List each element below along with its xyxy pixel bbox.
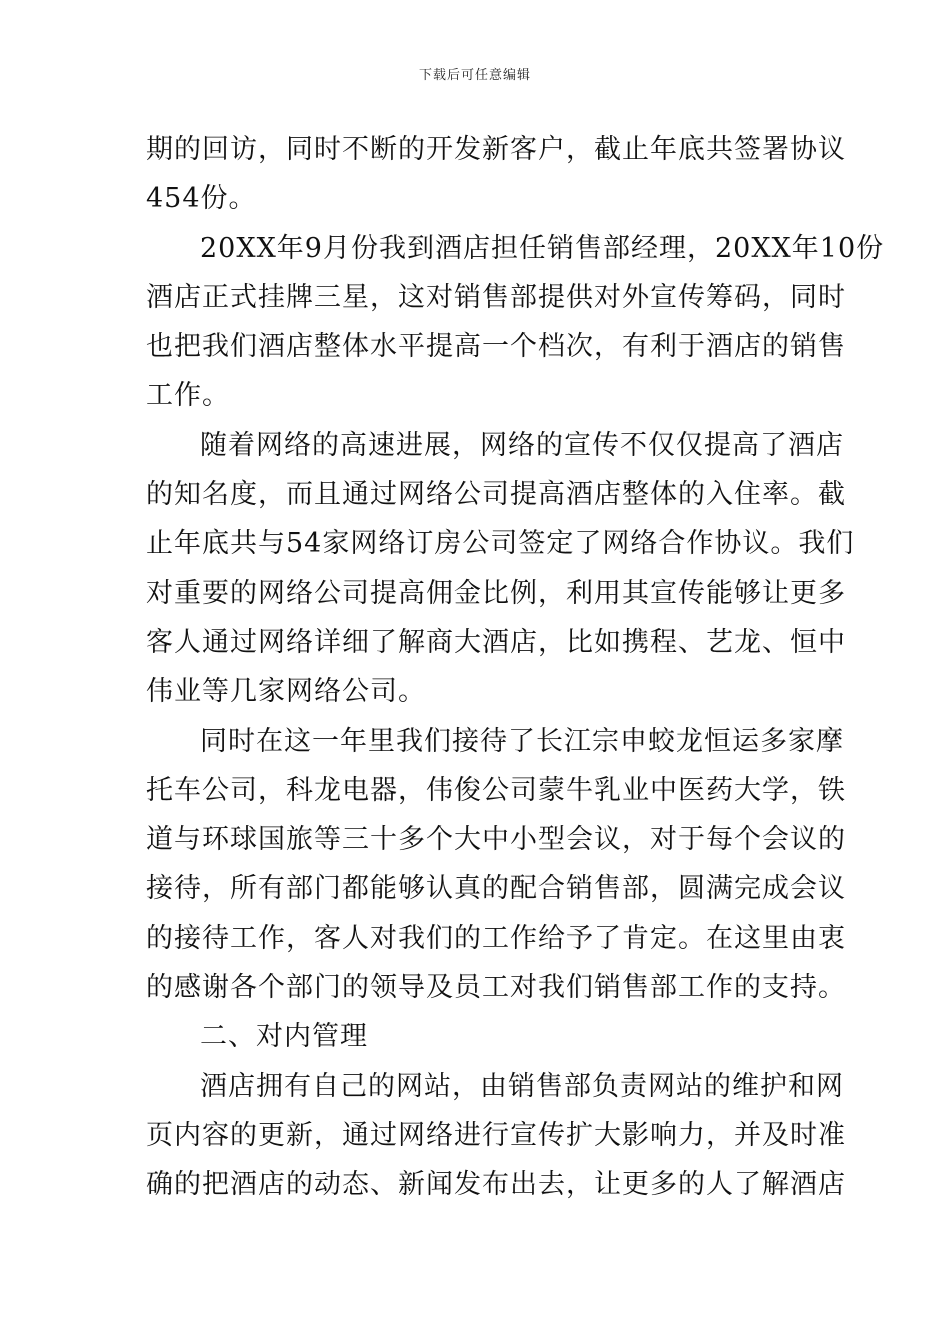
text-line: 酒店正式挂牌三星，这对销售部提供对外宣传筹码，同时 bbox=[146, 281, 846, 313]
text-line: 页内容的更新，通过网络进行宣传扩大影响力，并及时准 bbox=[146, 1119, 846, 1151]
text-line: 的知名度，而且通过网络公司提高酒店整体的入住率。截 bbox=[146, 479, 846, 511]
text-line: 伟业等几家网络公司。 bbox=[146, 676, 426, 708]
text-line: 酒店拥有自己的网站，由销售部负责网站的维护和网 bbox=[200, 1070, 844, 1102]
section-heading: 二、对内管理 bbox=[200, 1021, 368, 1053]
text-line: 20XX年9月份我到酒店担任销售部经理，20XX年10份 bbox=[200, 232, 885, 264]
text-line: 工作。 bbox=[146, 380, 230, 412]
text-line: 期的回访，同时不断的开发新客户，截止年底共签署协议 bbox=[146, 134, 846, 165]
text-line: 同时在这一年里我们接待了长江宗申蛟龙恒运多家摩 bbox=[200, 725, 844, 757]
text-line: 道与环球国旅等三十多个大中小型会议，对于每个会议的 bbox=[146, 824, 846, 856]
text-line: 托车公司，科龙电器，伟俊公司蒙牛乳业中医药大学，铁 bbox=[146, 774, 846, 806]
text-line: 对重要的网络公司提高佣金比例，利用其宣传能够让更多 bbox=[146, 577, 846, 609]
page-header: 下载后可任意编辑 bbox=[418, 68, 531, 83]
text-line: 客人通过网络详细了解商大酒店，比如携程、艺龙、恒中 bbox=[146, 626, 846, 658]
text-line: 随着网络的高速进展，网络的宣传不仅仅提高了酒店 bbox=[200, 429, 844, 461]
text-line: 接待，所有部门都能够认真的配合销售部，圆满完成会议 bbox=[146, 873, 846, 905]
text-line: 也把我们酒店整体水平提高一个档次，有利于酒店的销售 bbox=[146, 331, 846, 363]
text-line: 的接待工作，客人对我们的工作给予了肯定。在这里由衷 bbox=[146, 922, 846, 954]
document-body bbox=[146, 125, 885, 1210]
text-line: 止年底共与54家网络订房公司签定了网络合作协议。我们 bbox=[146, 528, 855, 560]
text-line: 确的把酒店的动态、新闻发布出去，让更多的人了解酒店 bbox=[146, 1169, 846, 1201]
text-line: 的感谢各个部门的领导及员工对我们销售部工作的支持。 bbox=[146, 972, 846, 1004]
text-line: 454份。 bbox=[146, 183, 257, 215]
